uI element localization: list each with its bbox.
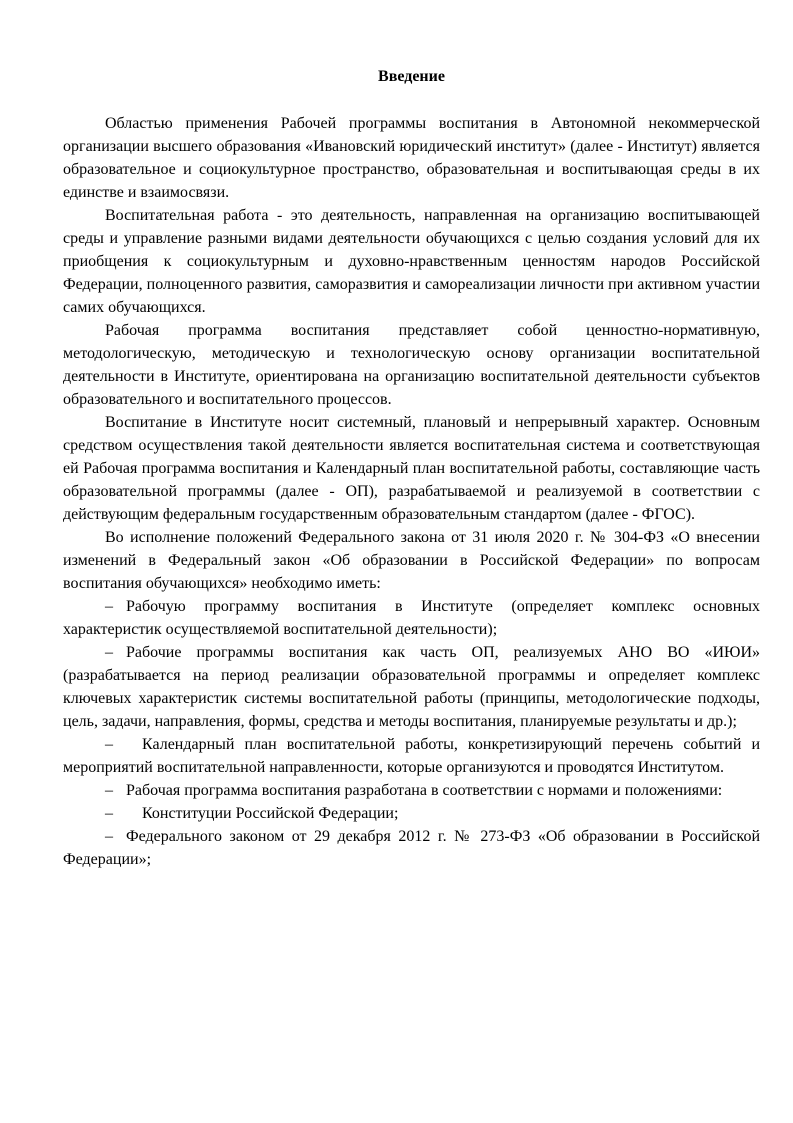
list-item [63, 779, 760, 802]
list-item-text: Рабочую программу воспитания в Институте (определяет комплекс основных характеристик осуществляемой воспитательной деятельности); [63, 598, 760, 638]
list-item [63, 733, 760, 779]
paragraph: Областью применения Рабочей программы воспитания в Автономной некоммерческой организации высшего образования «Ивановский юридический институт» (далее - Институт) является образовательное и социокультурное пространство, образовательная и воспитывающая среды в их единстве и взаимосвязи. [63, 115, 760, 201]
paragraph: Во исполнение положений Федерального закона от 31 июля 2020 г. № 304-ФЗ «О внесении изменений в Федеральный закон «Об образовании в Российской Федерации» по вопросам воспитания обучающихся» необходимо иметь: [63, 529, 760, 592]
list-item [63, 641, 760, 733]
bullet-marker: – [105, 644, 113, 661]
list-item [63, 825, 760, 871]
bullet-marker: – [105, 736, 113, 753]
page-title: Введение [378, 68, 445, 85]
list-item [63, 595, 760, 641]
list-item-text: Рабочие программы воспитания как часть ОП, реализуемых АНО ВО «ИЮИ» (разрабатывается на период реализации образовательной программы и определяет комплекс ключевых характеристик системы воспитательной работы (принципы, методологические подходы, цель, задачи, направления, формы, средства и методы воспитания, планируемые результаты и др.); [63, 644, 760, 730]
paragraph: Рабочая программа воспитания представляет собой ценностно-нормативную, методологическую, методическую и технологическую основу организации воспитательной деятельности в Институте, ориентирована на организацию воспитательной деятельности субъектов образовательного и воспитательного процессов. [63, 322, 760, 408]
paragraph: Воспитательная работа - это деятельность, направленная на организацию воспитывающей среды и управление разными видами деятельности обучающихся с целью создания условий для их приобщения к социокультурным и духовно-нравственным ценностям народов Российской Федерации, полноценного развития, саморазвития и самореализации личности при активном участии самих обучающихся. [63, 207, 760, 316]
list-item-text: Рабочая программа воспитания разработана в соответствии с нормами и положениями: [126, 782, 723, 799]
bullet-marker: – [105, 805, 113, 822]
list-item-text: Календарный план воспитательной работы, конкретизирующий перечень событий и мероприятий воспитательной направленности, которые организуются и проводятся Институтом. [63, 736, 760, 776]
paragraph: Воспитание в Институте носит системный, плановый и непрерывный характер. Основным средством осуществления такой деятельности является воспитательная система и соответствующая ей Рабочая программа воспитания и Календарный план воспитательной работы, составляющие часть образовательной программы (далее - ОП), разрабатываемой и реализуемой в соответствии с действующим федеральным государственным образовательным стандартом (далее - ФГОС). [63, 414, 760, 523]
document-body [63, 112, 760, 871]
bullet-marker: – [105, 782, 113, 799]
list-item [63, 802, 760, 825]
list-item-text: Конституции Российской Федерации; [142, 805, 399, 822]
bullet-marker: – [105, 598, 113, 615]
list-item-text: Федерального законом от 29 декабря 2012 г. № 273-ФЗ «Об образовании в Российской Федерации»; [63, 828, 760, 868]
bullet-marker: – [105, 828, 113, 845]
